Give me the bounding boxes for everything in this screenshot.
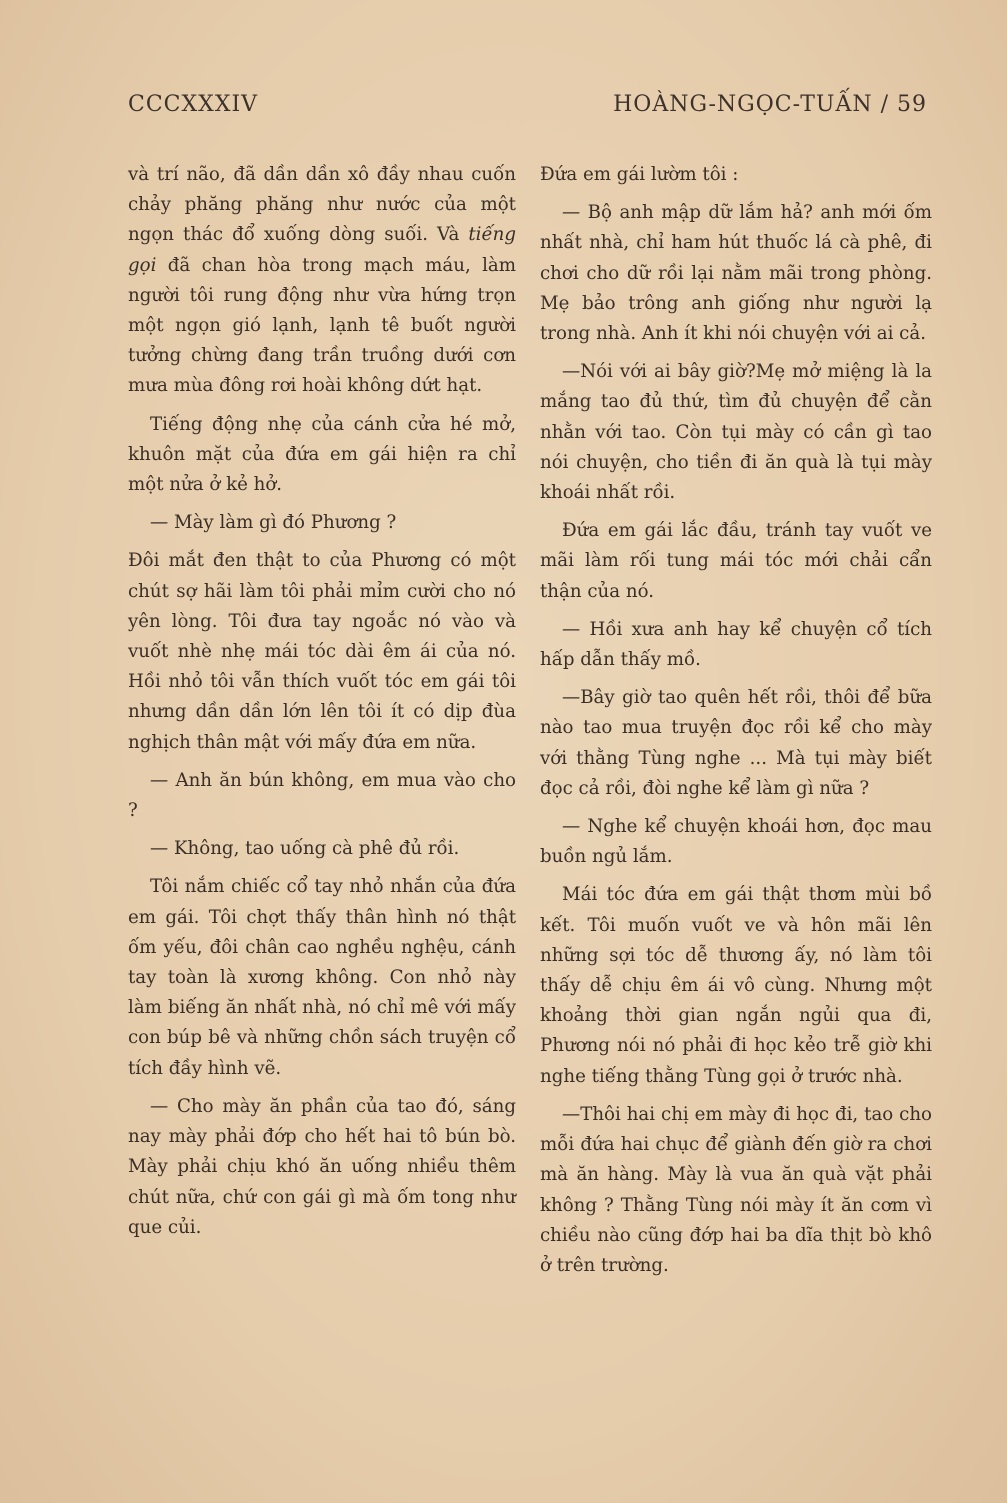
paragraph: Đôi mắt đen thật to của Phương có một chút sợ hãi làm tôi phải mỉm cười cho nó yên lòng. Tôi đưa tay ngoắc nó vào và vuốt nhè nhẹ mái tóc dài êm ái của nó. Hồi nhỏ tôi vẫn thích vuốt tóc em gái tôi nhưng dần dần lớn lên tôi ít có dịp đùa nghịch thân mật với mấy đứa em nữa.: [128, 550, 516, 753]
dialogue-line: —Thôi hai chị em mày đi học đi, tao cho mỗi đứa hai chục để giành đến giờ ra chơi mà ăn hàng. Mày là vua ăn quà vặt phải không ? Thằng Tùng nói mày ít ăn cơm vì chiều nào cũng đớp hai ba dĩa thịt bò khô ở trên trường.: [540, 1103, 932, 1276]
paragraph: Đứa em gái lắc đầu, tránh tay vuốt ve mãi làm rối tung mái tóc mới chải cẩn thận của nó.: [540, 520, 932, 602]
author-page-number: HOÀNG-NGỌC-TUẤN / 59: [613, 92, 927, 117]
left-column: [128, 160, 516, 1251]
dialogue-line: — Bộ anh mập dữ lắm hả? anh mới ốm nhất nhà, chỉ ham hút thuốc lá cà phê, đi chơi cho dữ rồi lại nằm mãi trong phòng. Mẹ bảo trông anh giống như người lạ trong nhà. Anh ít khi nói chuyện với ai cả.: [540, 202, 932, 345]
text-run: và trí não, đã dần dần xô đầy nhau cuốn chảy phăng phăng như nước của một ngọn thác đổ xuống dòng suối. Và: [128, 164, 516, 246]
right-column: [540, 160, 932, 1289]
text-run: đã chan hòa trong mạch máu, làm người tôi rung động như vừa hứng trọn một ngọn gió lạnh, lạnh tê buốt người tưởng chừng đang trần truồng dưới cơn mưa mùa đông rơi hoài không dứt hạt.: [128, 254, 516, 397]
issue-number: CCCXXXIV: [128, 92, 259, 117]
dialogue-line: — Cho mày ăn phần của tao đó, sáng nay mày phải đớp cho hết hai tô bún bò. Mày phải chịu khó ăn uống nhiều thêm chút nữa, chứ con gái gì mà ốm tong như que củi.: [128, 1095, 516, 1238]
dialogue-line: —Bây giờ tao quên hết rồi, thôi để bữa nào tao mua truyện đọc rồi kể cho mày với thằng Tùng nghe ... Mà tụi mày biết đọc cả rồi, đòi nghe kể làm gì nữa ?: [540, 687, 932, 799]
paragraph: [128, 160, 516, 402]
dialogue-line: — Anh ăn bún không, em mua vào cho ?: [128, 769, 516, 822]
paragraph: Tôi nắm chiếc cổ tay nhỏ nhắn của đứa em gái. Tôi chợt thấy thân hình nó thật ốm yếu, đôi chân cao nghều nghệu, cánh tay toàn là xương không. Con nhỏ này làm biếng ăn nhất nhà, nó chỉ mê với mấy con búp bê và những chồn sách truyện cổ tích đầy hình vẽ.: [128, 876, 516, 1079]
dialogue-line: — Không, tao uống cà phê đủ rồi.: [150, 838, 460, 860]
paragraph: Mái tóc đứa em gái thật thơm mùi bồ kết. Tôi muốn vuốt ve và hôn mãi lên những sợi tóc dễ thương ấy, nó làm tôi thấy dễ chịu êm ái vô cùng. Nhưng một khoảng thời gian ngắn ngủi qua đi, Phương nói nó phải đi học kẻo trễ giờ khi nghe tiếng thằng Tùng gọi ở trước nhà.: [540, 884, 932, 1087]
dialogue-line: —Nói với ai bây giờ?Mẹ mở miệng là la mắng tao đủ thứ, tìm đủ chuyện để cằn nhằn với tao. Còn tụi mày có cần gì tao nói chuyện, cho tiền đi ăn quà là tụi mày khoái nhất rồi.: [540, 361, 932, 504]
paragraph: Đứa em gái lườm tôi :: [540, 164, 739, 185]
paragraph: Tiếng động nhẹ của cánh cửa hé mở, khuôn mặt của đứa em gái hiện ra chỉ một nửa ở kẻ hở.: [128, 413, 516, 496]
page-header: [128, 92, 927, 122]
dialogue-line: — Mày làm gì đó Phương ?: [150, 512, 397, 534]
dialogue-line: — Nghe kể chuyện khoái hơn, đọc mau buồn ngủ lắm.: [540, 816, 932, 868]
italic-text: tiếng gọi: [128, 224, 516, 276]
dialogue-line: — Hồi xưa anh hay kể chuyện cổ tích hấp dẫn thấy mồ.: [540, 618, 932, 671]
